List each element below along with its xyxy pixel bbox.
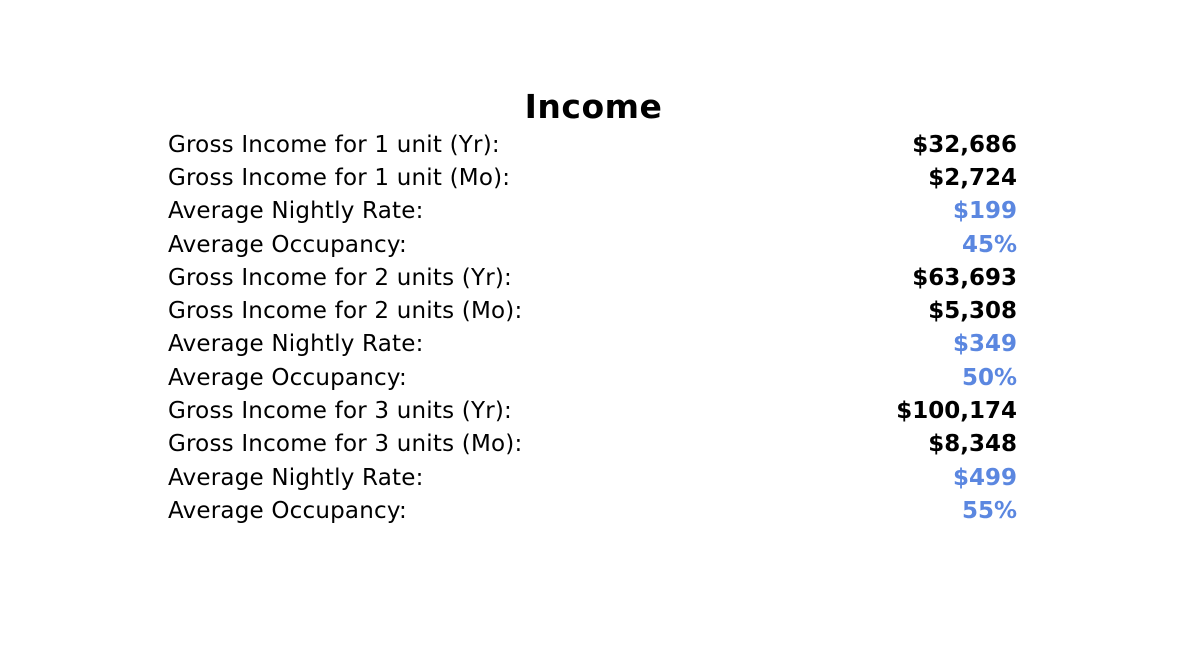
row-value: $5,308 — [928, 298, 1017, 325]
table-row — [168, 394, 1017, 427]
row-value: $2,724 — [928, 164, 1017, 191]
row-value: 50% — [961, 364, 1017, 391]
row-label: Gross Income for 3 units (Mo): — [168, 431, 523, 458]
row-value: 45% — [961, 231, 1017, 258]
table-row — [168, 128, 1017, 161]
row-label: Average Nightly Rate: — [168, 198, 424, 225]
table-row — [168, 228, 1017, 261]
page-title: Income — [524, 87, 663, 126]
table-row — [168, 428, 1017, 461]
table-row — [168, 494, 1017, 527]
row-label: Average Nightly Rate: — [168, 464, 424, 491]
table-row — [168, 195, 1017, 228]
income-table — [168, 128, 1017, 528]
row-value: $32,686 — [912, 131, 1017, 158]
row-value: $63,693 — [912, 264, 1017, 291]
row-label: Gross Income for 1 unit (Yr): — [168, 131, 500, 158]
row-value: $8,348 — [928, 431, 1017, 458]
row-label: Gross Income for 2 units (Yr): — [168, 264, 513, 291]
row-label: Gross Income for 2 units (Mo): — [168, 298, 523, 325]
row-label: Average Nightly Rate: — [168, 331, 424, 358]
row-label: Average Occupancy: — [168, 497, 407, 524]
table-row — [168, 261, 1017, 294]
row-value: 55% — [961, 497, 1017, 524]
table-row — [168, 361, 1017, 394]
row-label: Gross Income for 3 units (Yr): — [168, 398, 513, 425]
row-label: Average Occupancy: — [168, 364, 407, 391]
table-row — [168, 461, 1017, 494]
row-value: $349 — [952, 331, 1017, 358]
row-label: Average Occupancy: — [168, 231, 407, 258]
row-value: $499 — [952, 464, 1017, 491]
row-value: $100,174 — [896, 398, 1017, 425]
table-row — [168, 328, 1017, 361]
row-value: $199 — [952, 198, 1017, 225]
row-label: Gross Income for 1 unit (Mo): — [168, 164, 511, 191]
table-row — [168, 161, 1017, 194]
table-row — [168, 294, 1017, 327]
